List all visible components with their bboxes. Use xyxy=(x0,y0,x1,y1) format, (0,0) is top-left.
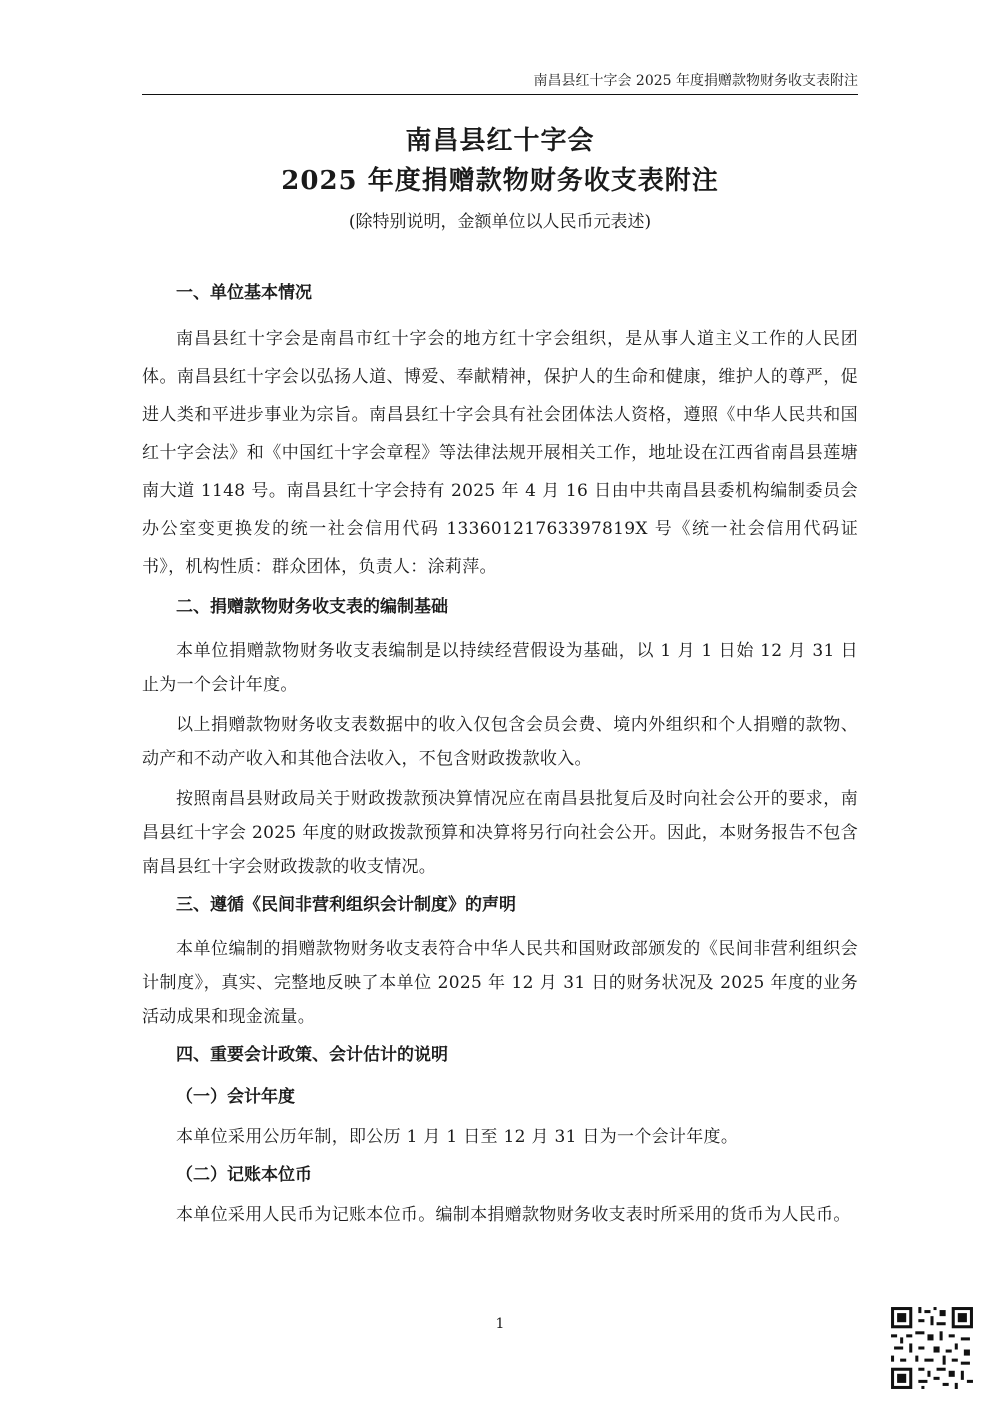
document-body xyxy=(142,278,858,1238)
running-header: 南昌县红十字会 2025 年度捐赠款物财务收支表附注 xyxy=(533,73,858,89)
section-3-paragraph: 本单位编制的捐赠款物财务收支表符合中华人民共和国财政部颁发的《民间非营利组织会计制度》，真实、完整地反映了本单位 2025 年 12 月 31 日的财务状况及 2025 年度的业务活动成果和现金流量。 xyxy=(142,939,858,1027)
section-4-paragraph-1: 本单位采用公历年制，即公历 1 月 1 日至 12 月 31 日为一个会计年度。 xyxy=(176,1127,739,1147)
section-4-subheading-1: （一）会计年度 xyxy=(176,1087,295,1107)
section-4-heading: 四、重要会计政策、会计估计的说明 xyxy=(176,1045,448,1065)
section-2-paragraph-2: 以上捐赠款物财务收支表数据中的收入仅包含会员会费、境内外组织和个人捐赠的款物、动产和不动产收入和其他合法收入，不包含财政拨款收入。 xyxy=(142,715,858,769)
section-2-paragraph-3: 按照南昌县财政局关于财政拨款预决算情况应在南昌县批复后及时向社会公开的要求，南昌县红十字会 2025 年度的财政拨款预算和决算将另行向社会公开。因此，本财务报告不包含南昌县红十字会财政拨款的收支情况。 xyxy=(142,789,858,877)
section-1-paragraph: 南昌县红十字会是南昌市红十字会的地方红十字会组织，是从事人道主义工作的人民团体。南昌县红十字会以弘扬人道、博爱、奉献精神，保护人的生命和健康，维护人的尊严，促进人类和平进步事业为宗旨。南昌县红十字会具有社会团体法人资格，遵照《中华人民共和国红十字会法》和《中国红十字会章程》等法律法规开展相关工作，地址设在江西省南昌县莲塘南大道 1148 号。南昌县红十字会持有 2025 年 4 月 16 日由中共南昌县委机构编制委员会办公室变更换发的统一社会信用代码 13360121763397819X 号《统一社会信用代码证书》，机构性质：群众团体，负责人：涂莉萍。 xyxy=(142,329,858,577)
section-3-heading: 三、遵循《民间非营利组织会计制度》的声明 xyxy=(176,895,516,915)
section-2-paragraph-1: 本单位捐赠款物财务收支表编制是以持续经营假设为基础，以 1 月 1 日始 12 月 31 日止为一个会计年度。 xyxy=(142,641,858,695)
document-title-organization: 南昌县红十字会 xyxy=(405,126,595,156)
document-subtitle: (除特别说明，金额单位以人民币元表述) xyxy=(348,212,652,232)
section-4-subheading-2: （二）记账本位币 xyxy=(176,1165,312,1185)
section-2-heading: 二、捐赠款物财务收支表的编制基础 xyxy=(176,597,448,617)
qr-code-icon xyxy=(888,1304,976,1392)
document-title: 2025 年度捐赠款物财务收支表附注 xyxy=(281,166,719,196)
section-4-paragraph-2: 本单位采用人民币为记账本位币。编制本捐赠款物财务收支表时所采用的货币为人民币。 xyxy=(176,1205,851,1225)
header-divider xyxy=(142,94,858,95)
page-number: 1 xyxy=(495,1316,505,1332)
section-1-heading: 一、单位基本情况 xyxy=(176,283,312,303)
